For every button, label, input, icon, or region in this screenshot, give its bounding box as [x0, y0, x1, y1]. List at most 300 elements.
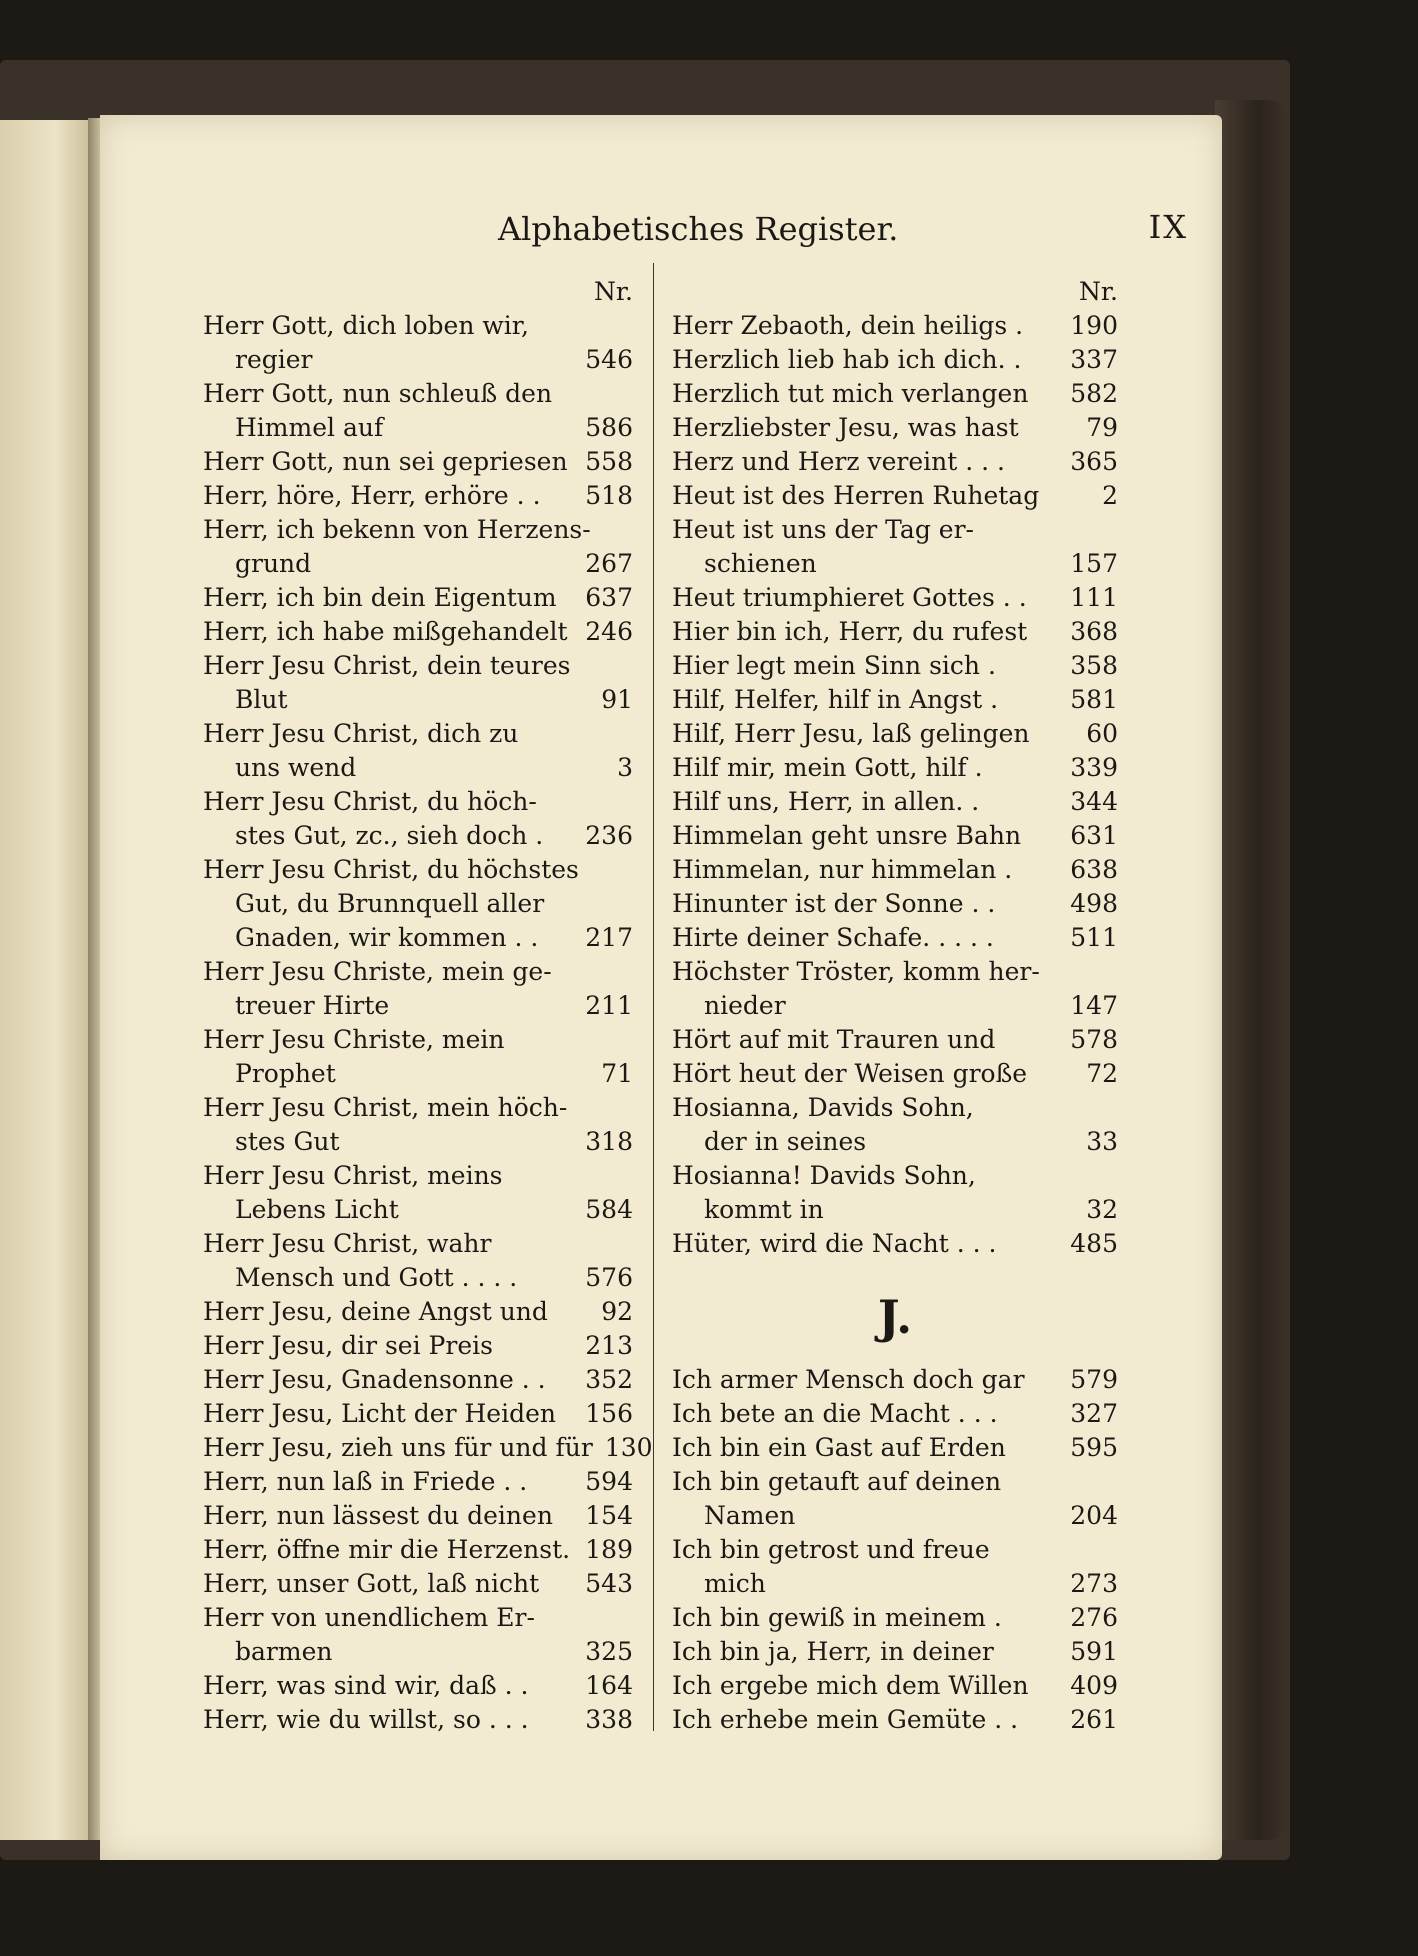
hymn-number: 71	[601, 1059, 633, 1088]
hymn-number: 157	[1070, 549, 1118, 578]
register-entry	[203, 1091, 633, 1159]
entry-line	[672, 819, 1118, 853]
nr-column-header: Nr.	[1078, 277, 1118, 306]
dot-leader	[342, 1057, 581, 1091]
hymn-title: Herr Jesu Christ, du höch-	[203, 787, 537, 816]
register-entry	[672, 1227, 1118, 1261]
register-entry	[672, 1397, 1118, 1431]
entry-line	[672, 887, 1118, 921]
entry-continuation	[672, 1193, 1118, 1227]
register-entry	[672, 1431, 1118, 1465]
column-divider	[653, 263, 654, 1731]
entry-line	[672, 377, 1118, 411]
entry-line	[672, 445, 1118, 479]
hymn-number: 582	[1070, 379, 1118, 408]
right-column	[672, 275, 1118, 1737]
entry-continuation	[672, 1499, 1118, 1533]
dot-leader	[1029, 309, 1064, 343]
hymn-title: Herr Jesu, zieh uns für und für	[203, 1433, 593, 1462]
register-entry	[203, 581, 633, 615]
dot-leader	[535, 1669, 580, 1703]
entry-line	[203, 581, 633, 615]
dot-leader	[1000, 921, 1064, 955]
hymn-number: 92	[601, 1297, 633, 1326]
hymn-title: nieder	[704, 991, 786, 1020]
j-entry-list	[672, 1363, 1118, 1737]
register-entry	[203, 1227, 633, 1295]
register-entry	[672, 1159, 1118, 1227]
dot-leader	[574, 445, 580, 479]
hymn-title: Herr Jesu Christe, mein ge-	[203, 957, 552, 986]
hymn-title: mich	[704, 1569, 766, 1598]
hymn-number: 3	[617, 753, 633, 782]
entry-line	[672, 309, 1118, 343]
register-entry	[672, 1703, 1118, 1737]
entry-line	[203, 479, 633, 513]
page-number: IX	[1148, 208, 1188, 246]
dot-leader	[1035, 1669, 1065, 1703]
hymn-title: Hier bin ich, Herr, du rufest	[672, 617, 1028, 646]
entry-line	[203, 1465, 633, 1499]
entry-line	[672, 921, 1118, 955]
hymn-title: Blut	[235, 685, 288, 714]
hymn-title: Herr Jesu Christ, mein höch-	[203, 1093, 568, 1122]
entry-continuation	[672, 547, 1118, 581]
register-entry	[672, 581, 1118, 615]
hymn-title: Herr Jesu Christe, mein	[203, 1025, 505, 1054]
hymn-number: 2	[1102, 481, 1118, 510]
register-entry	[672, 343, 1118, 377]
entry-line	[203, 1703, 633, 1737]
hymn-number: 211	[585, 991, 633, 1020]
entry-line	[672, 649, 1118, 683]
entry-line	[672, 1397, 1118, 1431]
hymn-title: stes Gut	[235, 1127, 340, 1156]
entry-continuation	[203, 751, 633, 785]
dot-leader	[1008, 1601, 1064, 1635]
hymn-title: grund	[235, 549, 312, 578]
dot-leader	[1002, 649, 1064, 683]
hymn-title: Ich ergebe mich dem Willen	[672, 1671, 1029, 1700]
hymn-title: Ich bin ein Gast auf Erden	[672, 1433, 1006, 1462]
left-page-edge	[0, 120, 92, 1840]
dot-leader	[1001, 887, 1064, 921]
register-entry	[203, 615, 633, 649]
hymn-title: Herr, nun laß in Friede . .	[203, 1467, 528, 1496]
hymn-number: 576	[585, 1263, 633, 1292]
hymn-title: Hinunter ist der Sonne . .	[672, 889, 996, 918]
register-entry	[203, 1363, 633, 1397]
entry-continuation	[203, 819, 633, 853]
hymn-title: Gut, du Brunnquell aller	[235, 889, 545, 918]
dot-leader	[552, 1363, 580, 1397]
hymn-number: 33	[1086, 1127, 1118, 1156]
hymn-title: Herzlich tut mich verlangen	[672, 379, 1029, 408]
dot-leader	[562, 1397, 579, 1431]
register-entry	[672, 411, 1118, 445]
hymn-title: uns wend	[235, 753, 357, 782]
hymn-title: Ich bin getauft auf deinen	[672, 1467, 1002, 1496]
register-entry	[203, 479, 633, 513]
hymn-number: 368	[1070, 617, 1118, 646]
hymn-title: Herr Jesu, Gnadensonne . .	[203, 1365, 546, 1394]
entry-line	[203, 445, 633, 479]
hymn-title: regier	[235, 345, 313, 374]
entry-continuation	[203, 343, 633, 377]
dot-leader	[405, 1193, 579, 1227]
dot-leader	[544, 921, 579, 955]
entry-line	[203, 1431, 653, 1465]
hymn-title: stes Gut, zc., sieh doch .	[235, 821, 544, 850]
hymn-title: Hilf, Herr Jesu, laß gelingen	[672, 719, 1030, 748]
dot-leader	[576, 1533, 579, 1567]
register-entry	[203, 1465, 633, 1499]
dot-leader	[523, 1261, 579, 1295]
register-entry	[203, 853, 633, 955]
hymn-title: Herr, ich bin dein Eigentum	[203, 583, 557, 612]
register-entry	[203, 649, 633, 717]
entry-continuation	[672, 1567, 1118, 1601]
hymn-title: Ich armer Mensch doch gar	[672, 1365, 1025, 1394]
dot-leader	[319, 343, 580, 377]
hymn-title: barmen	[235, 1637, 333, 1666]
dot-leader	[554, 1295, 581, 1329]
hymn-title: Hilf mir, mein Gott, hilf .	[672, 753, 983, 782]
hymn-number: 154	[585, 1501, 633, 1530]
hymn-number: 498	[1070, 889, 1118, 918]
entry-continuation	[203, 1261, 633, 1295]
entry-continuation	[203, 411, 633, 445]
entry-line	[203, 717, 633, 751]
entry-continuation	[203, 989, 633, 1023]
hymn-number: 204	[1070, 1501, 1118, 1530]
entry-line	[672, 1159, 1118, 1193]
hymn-title: Heut ist uns der Tag er-	[672, 515, 974, 544]
hymn-title: schienen	[704, 549, 817, 578]
entry-continuation	[203, 921, 633, 955]
entry-line	[672, 1703, 1118, 1737]
dot-leader	[338, 1635, 579, 1669]
hymn-title: Prophet	[235, 1059, 336, 1088]
entry-line	[672, 853, 1118, 887]
dot-leader	[872, 1125, 1066, 1159]
entry-continuation	[203, 1057, 633, 1091]
register-entry	[672, 1533, 1118, 1601]
hymn-number: 637	[585, 583, 633, 612]
dot-leader	[1025, 411, 1066, 445]
hymn-title: Herr Gott, nun sei gepriesen	[203, 447, 568, 476]
entry-line	[672, 1057, 1118, 1091]
section-heading: J.	[877, 1290, 913, 1344]
hymn-number: 338	[585, 1705, 633, 1734]
hymn-number: 217	[585, 923, 633, 952]
hymn-title: der in seines	[704, 1127, 867, 1156]
hymn-title: Hört heut der Weisen große	[672, 1059, 1028, 1088]
hymn-number: 327	[1070, 1399, 1118, 1428]
register-entry	[672, 649, 1118, 683]
hymn-number: 111	[1070, 583, 1118, 612]
hymn-title: Herr Jesu, dir sei Preis	[203, 1331, 493, 1360]
dot-leader	[317, 547, 579, 581]
hymn-number: 32	[1086, 1195, 1118, 1224]
hymn-title: Gnaden, wir kommen . .	[235, 923, 539, 952]
hymn-title: Himmel auf	[235, 413, 384, 442]
hymn-number: 591	[1070, 1637, 1118, 1666]
hymn-title: Herr Jesu Christ, dein teures	[203, 651, 571, 680]
hymn-number: 79	[1086, 413, 1118, 442]
hymn-number: 91	[601, 685, 633, 714]
dot-leader	[1000, 1635, 1064, 1669]
hymn-number: 485	[1070, 1229, 1118, 1258]
hymn-number: 60	[1086, 719, 1118, 748]
hymn-number: 631	[1070, 821, 1118, 850]
hymn-number: 344	[1070, 787, 1118, 816]
dot-leader	[1033, 615, 1064, 649]
hymn-title: Herr, öffne mir die Herzenst.	[203, 1535, 571, 1564]
hymn-number: 261	[1070, 1705, 1118, 1734]
hymn-number: 511	[1070, 923, 1118, 952]
hymn-title: Hört auf mit Trauren und	[672, 1025, 996, 1054]
dot-leader	[559, 1499, 579, 1533]
hymn-title: Höchster Tröster, komm her-	[672, 957, 1040, 986]
dot-leader	[1034, 377, 1064, 411]
dot-leader	[801, 1499, 1064, 1533]
entry-line	[672, 343, 1118, 377]
dot-leader	[823, 547, 1065, 581]
hymn-number: 72	[1086, 1059, 1118, 1088]
entry-continuation	[203, 1193, 633, 1227]
dot-leader	[545, 1567, 579, 1601]
hymn-number: 267	[585, 549, 633, 578]
register-entry	[672, 1057, 1118, 1091]
hymn-title: Herr, unser Gott, laß nicht	[203, 1569, 540, 1598]
entry-line	[672, 1669, 1118, 1703]
entry-line	[203, 649, 633, 683]
entry-line	[672, 717, 1118, 751]
register-entry	[672, 445, 1118, 479]
dot-leader	[535, 1703, 580, 1737]
hymn-number: 156	[585, 1399, 633, 1428]
entry-continuation	[203, 547, 633, 581]
entry-line	[672, 751, 1118, 785]
register-entry	[203, 1601, 633, 1669]
register-entry	[672, 1635, 1118, 1669]
hymn-title: Herr Zebaoth, dein heiligs .	[672, 311, 1024, 340]
hymn-number: 337	[1070, 345, 1118, 374]
dot-leader	[1027, 343, 1064, 377]
register-entry	[672, 887, 1118, 921]
dot-leader	[574, 615, 580, 649]
entry-line	[672, 1023, 1118, 1057]
dot-leader	[1024, 1703, 1064, 1737]
hymn-number: 409	[1070, 1671, 1118, 1700]
hymn-title: Ich bete an die Macht . . .	[672, 1399, 998, 1428]
register-entry	[203, 1499, 633, 1533]
hymn-number: 578	[1070, 1025, 1118, 1054]
dot-leader	[1031, 1363, 1065, 1397]
left-entry-list	[203, 309, 653, 1737]
hymn-number: 594	[585, 1467, 633, 1496]
nr-column-header: Nr.	[593, 277, 633, 306]
hymn-title: Hüter, wird die Nacht . . .	[672, 1229, 997, 1258]
hymn-number: 325	[585, 1637, 633, 1666]
entry-line	[203, 1227, 633, 1261]
hymn-title: Himmelan, nur himmelan .	[672, 855, 1013, 884]
entry-line	[203, 1329, 633, 1363]
hymn-title: Ich bin gewiß in meinem .	[672, 1603, 1002, 1632]
entry-line	[203, 615, 633, 649]
hymn-title: Lebens Licht	[235, 1195, 399, 1224]
register-entry	[672, 615, 1118, 649]
register-entry	[672, 309, 1118, 343]
register-entry	[672, 717, 1118, 751]
hymn-title: Heut triumphieret Gottes . .	[672, 583, 1027, 612]
dot-leader	[1004, 683, 1064, 717]
hymn-title: Mensch und Gott . . . .	[235, 1263, 518, 1292]
dot-leader	[1033, 581, 1065, 615]
hymn-title: Herzliebster Jesu, was hast	[672, 413, 1019, 442]
hymn-number: 352	[585, 1365, 633, 1394]
hymn-title: Herr Jesu, Licht der Heiden	[203, 1399, 556, 1428]
hymn-title: Hier legt mein Sinn sich .	[672, 651, 996, 680]
hymn-number: 164	[585, 1671, 633, 1700]
register-entry	[203, 1567, 633, 1601]
entry-line	[672, 581, 1118, 615]
hymn-title: Ich bin getrost und freue	[672, 1535, 990, 1564]
hymn-number: 543	[585, 1569, 633, 1598]
hymn-number: 276	[1070, 1603, 1118, 1632]
entry-continuation	[672, 989, 1118, 1023]
entry-line	[203, 955, 633, 989]
hymn-number: 213	[585, 1331, 633, 1360]
dot-leader	[395, 989, 579, 1023]
page-title: Alphabetisches Register.	[498, 210, 899, 248]
hymn-number: 546	[585, 345, 633, 374]
hymn-title: kommt in	[704, 1195, 824, 1224]
hymn-number: 638	[1070, 855, 1118, 884]
register-entry	[672, 1669, 1118, 1703]
entry-line	[672, 513, 1118, 547]
entry-line	[203, 1159, 633, 1193]
hymn-title: Hirte deiner Schafe. . . . .	[672, 923, 994, 952]
hymn-title: Herr Jesu, deine Angst und	[203, 1297, 548, 1326]
dot-leader	[1018, 853, 1064, 887]
hymn-number: 246	[585, 617, 633, 646]
hymn-number: 558	[585, 447, 633, 476]
hymn-title: Hosianna, Davids Sohn,	[672, 1093, 974, 1122]
register-entry	[203, 1397, 633, 1431]
entry-line	[203, 309, 633, 343]
entry-line	[672, 1465, 1118, 1499]
entry-line	[672, 1533, 1118, 1567]
dot-leader	[563, 581, 580, 615]
entry-line	[672, 785, 1118, 819]
hymn-number: 318	[585, 1127, 633, 1156]
entry-continuation	[203, 683, 633, 717]
hymn-title: Ich erhebe mein Gemüte . .	[672, 1705, 1019, 1734]
hymn-title: Herr Jesu Christ, wahr	[203, 1229, 492, 1258]
hymn-number: 358	[1070, 651, 1118, 680]
entry-line	[203, 1499, 633, 1533]
hymn-title: Hilf, Helfer, hilf in Angst .	[672, 685, 999, 714]
entry-line	[203, 1397, 633, 1431]
dot-leader	[1027, 819, 1064, 853]
entry-line	[203, 853, 633, 887]
hymn-title: Herr, höre, Herr, erhöre . .	[203, 481, 541, 510]
register-entry	[672, 921, 1118, 955]
hymn-title: Herr, nun lässest du deinen	[203, 1501, 553, 1530]
hymn-title: Herr Jesu Christ, du höchstes	[203, 855, 579, 884]
dot-leader	[549, 819, 579, 853]
register-entry	[203, 955, 633, 1023]
entry-line	[203, 1023, 633, 1057]
register-entry	[672, 1465, 1118, 1533]
entry-continuation	[203, 1125, 633, 1159]
register-entry	[672, 513, 1118, 581]
entry-continuation	[672, 1125, 1118, 1159]
entry-line	[672, 1431, 1118, 1465]
dot-leader	[1033, 1057, 1066, 1091]
hymn-number: 595	[1070, 1433, 1118, 1462]
hymn-title: Herr Gott, nun schleuß den	[203, 379, 553, 408]
entry-line	[672, 615, 1118, 649]
register-entry	[203, 717, 633, 785]
hymn-title: Namen	[704, 1501, 796, 1530]
hymn-title: Herr Gott, dich loben wir,	[203, 311, 529, 340]
hymn-number: 339	[1070, 753, 1118, 782]
entry-line	[672, 1635, 1118, 1669]
register-entry	[203, 785, 633, 853]
register-entry	[203, 1023, 633, 1091]
dot-leader	[1035, 717, 1066, 751]
dot-leader	[533, 1465, 579, 1499]
hymn-title: Herr Jesu Christ, meins	[203, 1161, 503, 1190]
hymn-title: Herr, wie du willst, so . . .	[203, 1705, 529, 1734]
entry-line	[672, 1363, 1118, 1397]
dot-leader	[346, 1125, 580, 1159]
entry-continuation	[203, 887, 633, 921]
hymn-number: 273	[1070, 1569, 1118, 1598]
entry-line	[672, 1091, 1118, 1125]
entry-line	[672, 683, 1118, 717]
entry-line	[672, 411, 1118, 445]
entry-line	[203, 1363, 633, 1397]
dot-leader	[547, 479, 580, 513]
hymn-number: 190	[1070, 311, 1118, 340]
register-entry	[672, 819, 1118, 853]
right-entry-list	[672, 309, 1118, 1261]
hymn-number: 365	[1070, 447, 1118, 476]
hymn-number: 236	[585, 821, 633, 850]
register-entry	[203, 445, 633, 479]
register-entry	[672, 1363, 1118, 1397]
register-entry	[672, 955, 1118, 1023]
hymn-number: 518	[585, 481, 633, 510]
entry-line	[203, 1533, 633, 1567]
register-entry	[672, 1023, 1118, 1057]
register-entry	[672, 785, 1118, 819]
entry-line	[672, 1227, 1118, 1261]
dot-leader	[1004, 1397, 1065, 1431]
hymn-title: Herr, was sind wir, daß . .	[203, 1671, 529, 1700]
dot-leader	[1045, 479, 1066, 513]
register-entry	[203, 1159, 633, 1227]
register-entry	[672, 1091, 1118, 1159]
hymn-title: Heut ist des Herren Ruhetag	[672, 481, 1040, 510]
register-entry	[203, 377, 633, 445]
register-entry	[203, 1533, 633, 1567]
register-entry	[203, 513, 633, 581]
